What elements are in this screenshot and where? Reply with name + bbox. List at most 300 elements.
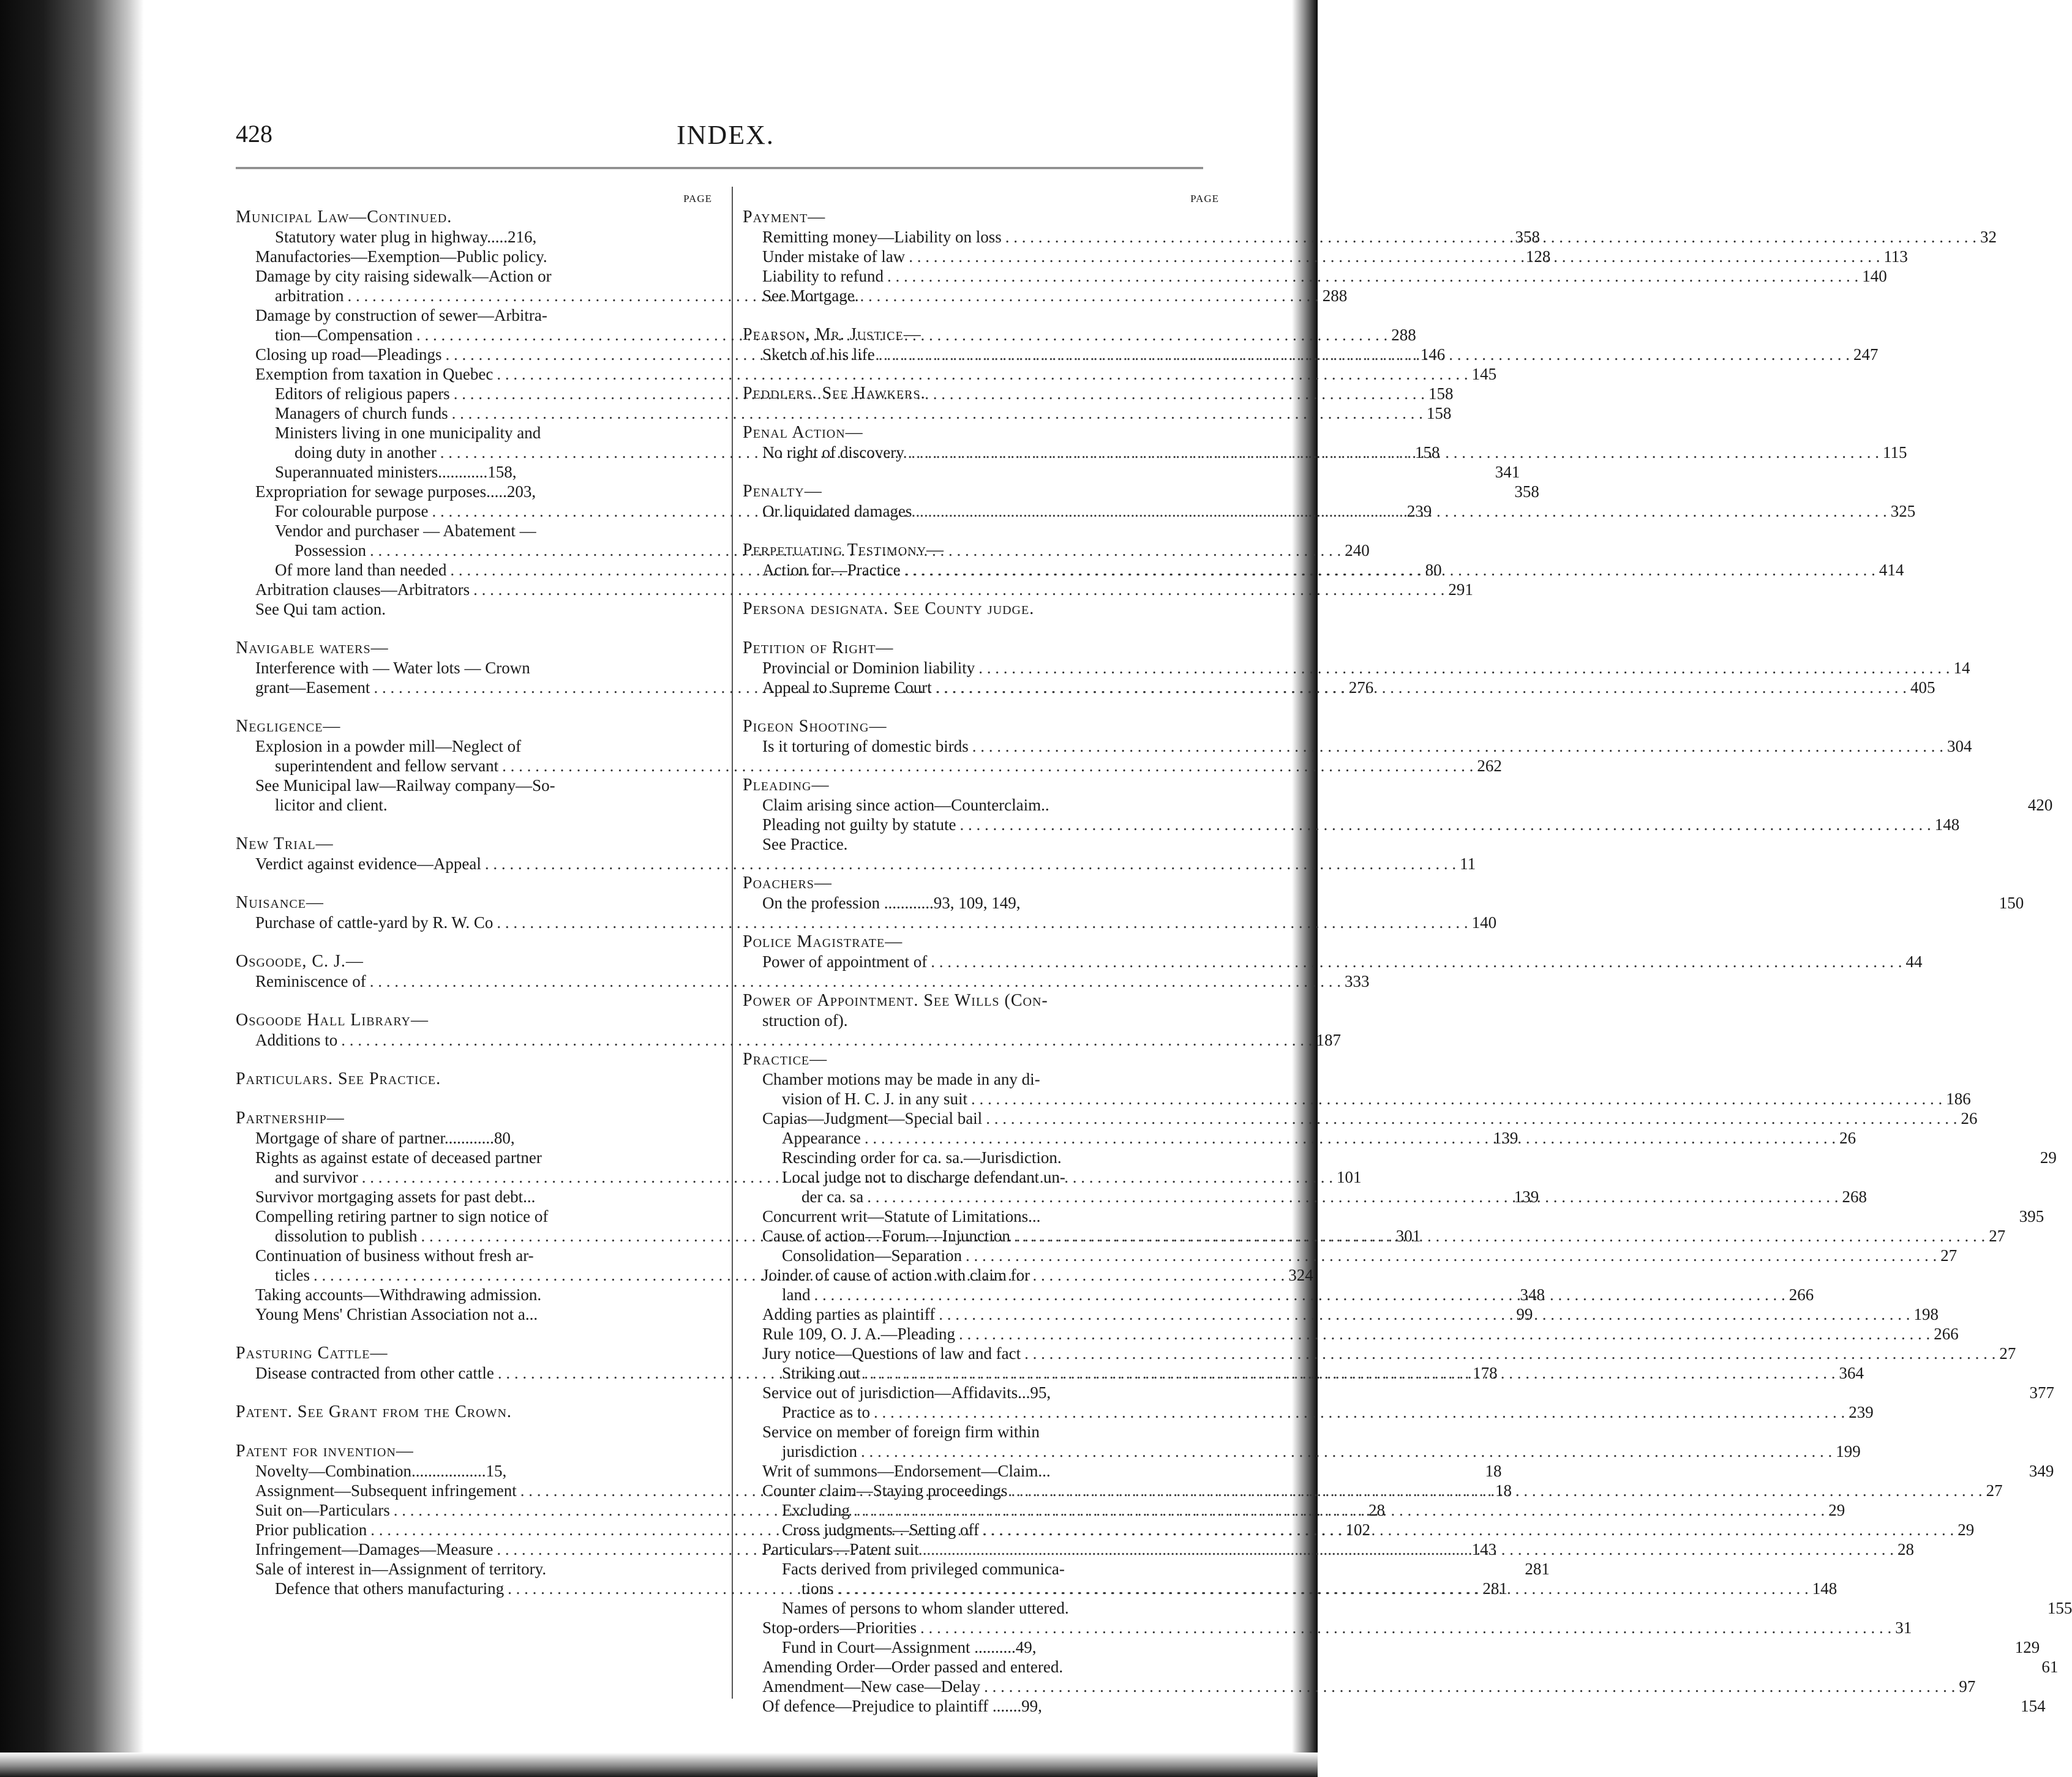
page-reference: 140 (1471, 913, 1497, 932)
index-subentry (743, 1422, 1219, 1442)
page-reference: 148 (1934, 815, 1960, 834)
index-heading: Penal Action— (743, 423, 863, 442)
index-subentry (743, 1148, 2057, 1167)
index-subentry (743, 1265, 1219, 1285)
index-subentry (743, 1011, 1219, 1030)
leader-dots (975, 658, 1953, 678)
leader-dots (870, 1402, 1849, 1422)
index-subentry (236, 1206, 712, 1226)
leader-dots (932, 678, 1910, 697)
page-reference: 29 (1828, 1501, 1845, 1519)
leader-dots (905, 247, 1883, 266)
index-heading: Negligence— (236, 717, 341, 736)
subentry-text: jurisdiction (782, 1442, 857, 1461)
index-subentry (743, 893, 2024, 913)
subentry-text: Striking out (782, 1364, 861, 1382)
page-reference: 199 (1836, 1442, 1861, 1461)
index-heading: Penalty— (743, 482, 822, 501)
index-heading: Osgoode Hall Library— (236, 1011, 429, 1030)
page-reference: 140 (1862, 267, 1887, 285)
index-heading: Patent for invention— (236, 1442, 414, 1461)
subentry-text: Disease contracted from other cattle (255, 1364, 494, 1382)
index-subentry (236, 423, 712, 443)
index-heading: New Trial— (236, 834, 334, 853)
subentry-text: Sale of interest in—Assignment of territory. (255, 1560, 547, 1578)
index-subentry (236, 658, 712, 678)
index-subentry (743, 1089, 1971, 1109)
page-reference: 240 (1345, 541, 1370, 559)
index-entry (743, 932, 1923, 971)
page-reference: 349 (2029, 1462, 2054, 1480)
page-reference: 281 (1482, 1579, 1507, 1598)
index-heading: Pearson, Mr. Justice— (743, 325, 922, 344)
index-subentry (743, 815, 1960, 834)
subentry-text: tions (801, 1579, 834, 1598)
index-subentry (743, 1657, 2059, 1677)
page-reference: 178 (1473, 1364, 1498, 1382)
page-reference: 288 (1391, 326, 1416, 344)
leader-dots (980, 1677, 1959, 1696)
index-subentry (743, 266, 1887, 286)
subentry-text: See Mortgage. (762, 286, 859, 305)
page-reference: 341 (1495, 463, 1520, 481)
index-subentry (236, 403, 1452, 423)
leader-dots (919, 1539, 1897, 1559)
page-reference: 262 (1477, 757, 1502, 775)
leader-dots (1002, 227, 1980, 247)
subentry-text: Under mistake of law (762, 247, 906, 266)
index-subentry (743, 658, 1970, 678)
subentry-text: Appearance (782, 1129, 861, 1147)
leader-dots (912, 501, 1890, 521)
subentry-text: Action for—Practice (762, 561, 901, 579)
index-subentry (236, 1030, 1342, 1050)
leader-dots (875, 345, 1853, 364)
index-subentry (743, 1324, 1959, 1344)
subentry-text: Survivor mortgaging assets for past debt... (255, 1188, 536, 1206)
subentry-text: Explosion in a powder mill—Neglect of (255, 737, 522, 755)
page-reference: 99 (1516, 1305, 1533, 1323)
page-reference: 158 (1414, 443, 1440, 462)
subentry-text: and survivor (275, 1168, 358, 1186)
subentry-text: Assignment—Subsequent infringement (255, 1481, 517, 1500)
subentry-text: Superannuated ministers............158, (275, 463, 517, 481)
index-subentry (743, 1559, 1219, 1579)
page-reference: 115 (1882, 443, 1907, 462)
page-reference: 146 (1420, 345, 1446, 364)
index-subentry (236, 364, 1497, 384)
index-heading: Payment— (743, 208, 826, 226)
index-heading: Perpetuating Testimony— (743, 541, 945, 559)
page-reference: 155 (2047, 1599, 2072, 1617)
index-subentry (236, 756, 1502, 776)
subentry-text: Capias—Judgment—Special bail (762, 1109, 983, 1128)
page-reference: 281 (1525, 1560, 1550, 1578)
page-reference: 405 (1910, 678, 1935, 697)
subentry-text: Chamber motions may be made in any di- (762, 1070, 1040, 1088)
page-reference: 148 (1812, 1579, 1837, 1598)
page-reference: 139 (1514, 1188, 1539, 1206)
subentry-text: Fund in Court—Assignment ..........49, (782, 1638, 1037, 1656)
subentry-text: Editors of religious papers (275, 384, 450, 403)
index-subentry (236, 599, 712, 619)
index-subentry (743, 1677, 1976, 1696)
page-reference: 27 (1940, 1246, 1958, 1265)
subentry-text: On the profession ............93, 109, 149, (762, 894, 1021, 912)
page-reference: 18 (1495, 1481, 1512, 1500)
index-heading: Poachers— (743, 874, 832, 892)
page-reference: 97 (1959, 1677, 1976, 1696)
page-reference: 31 (1895, 1618, 1912, 1637)
subentry-text: der ca. sa (801, 1188, 864, 1206)
subentry-text: Jury notice—Questions of law and fact (762, 1344, 1021, 1363)
index-subentry (236, 736, 712, 756)
page-reference: 333 (1344, 972, 1370, 990)
page-reference: 145 (1471, 365, 1497, 383)
page-reference: 266 (1934, 1325, 1959, 1343)
page-reference: 198 (1913, 1305, 1939, 1323)
page-reference: 143 (1471, 1540, 1497, 1558)
subentry-text: Infringement—Damages—Measure (255, 1540, 494, 1558)
leader-dots (982, 1109, 1961, 1128)
subentry-text: Interference with — Water lots — Crown (255, 659, 530, 677)
page-reference: 158 (1428, 384, 1454, 403)
index-heading: Persona designata. See County judge. (743, 599, 1035, 618)
index-subentry (236, 854, 1476, 874)
leader-dots (904, 443, 1883, 462)
index-entry (236, 1402, 712, 1422)
page-reference: 325 (1890, 502, 1916, 520)
subentry-text: See Qui tam action. (255, 600, 386, 618)
page-reference: 364 (1839, 1364, 1864, 1382)
index-subentry (743, 1344, 2016, 1363)
leader-dots (935, 1304, 1913, 1324)
index-subentry (743, 1637, 2040, 1657)
subentry-text: Consolidation—Separation (782, 1246, 962, 1265)
index-subentry (236, 462, 1520, 482)
page-reference: 239 (1406, 502, 1432, 520)
subentry-text: Statutory water plug in highway.....216, (275, 228, 537, 246)
subentry-text: Closing up road—Pleadings (255, 345, 442, 364)
leader-dots (811, 1285, 1789, 1304)
subentry-text: grant—Easement (255, 678, 370, 697)
subentry-text: Continuation of business without fresh ar- (255, 1246, 534, 1265)
page-number: 428 (236, 120, 272, 148)
page-reference: 288 (1322, 286, 1348, 305)
subentry-text: Appeal to Supreme Court (762, 678, 932, 697)
index-subentry (236, 521, 712, 541)
leader-dots (967, 1089, 1946, 1109)
subentry-text: arbitration (275, 286, 344, 305)
index-subentry (236, 1246, 712, 1265)
subentry-text: Suit on—Particulars (255, 1501, 390, 1519)
subentry-text: Provincial or Dominion liability (762, 659, 975, 677)
subentry-text: Joinder of cause of action with claim for (762, 1266, 1030, 1284)
page-reference: 150 (1999, 894, 2024, 912)
leader-dots (861, 1128, 1839, 1148)
running-head: INDEX. (677, 120, 775, 150)
index-subentry (743, 1598, 2072, 1618)
subentry-text: Service on member of foreign firm within (762, 1423, 1040, 1441)
leader-dots (955, 1324, 1934, 1344)
index-page (236, 119, 2072, 1735)
index-subentry (743, 736, 1972, 756)
page-reference: 266 (1789, 1285, 1814, 1304)
index-subentry (236, 795, 712, 815)
subentry-text: Arbitration clauses—Arbitrators (255, 580, 470, 599)
page-reference: 239 (1849, 1403, 1874, 1421)
subentry-text: Names of persons to whom slander uttered. (782, 1599, 1069, 1617)
subentry-text: Liability to refund (762, 267, 884, 285)
index-entry (743, 776, 2053, 854)
index-heading: Patent. See Grant from the Crown. (236, 1402, 512, 1421)
subentry-text: Taking accounts—Withdrawing admission. (255, 1285, 542, 1304)
page-reference: 324 (1288, 1266, 1313, 1284)
index-subentry (743, 1618, 1912, 1637)
subentry-text: Managers of church funds (275, 404, 448, 422)
subentry-text: Novelty—Combination..................15, (255, 1462, 507, 1480)
subentry-text: Rescinding order for ca. sa.—Jurisdiction. (782, 1148, 1062, 1167)
page-reference: 268 (1842, 1188, 1867, 1206)
index-subentry (743, 1383, 2054, 1402)
index-heading: Navigable waters— (236, 638, 389, 657)
index-heading: Power of Appointment. See Wills (Con- (743, 991, 1048, 1010)
leader-dots (1010, 1226, 1989, 1246)
page-reference: 18 (1485, 1462, 1502, 1480)
subentry-text: ticles (275, 1266, 310, 1284)
index-subentry (236, 776, 712, 795)
page-reference: 154 (2021, 1697, 2046, 1715)
index-heading: Practice— (743, 1050, 828, 1069)
index-subentry (743, 1402, 1874, 1422)
index-subentry (236, 305, 712, 325)
leader-dots (850, 1500, 1828, 1520)
index-heading: Osgoode, C. J.— (236, 952, 364, 971)
index-subentry (236, 971, 1370, 991)
page-reference: 291 (1448, 580, 1473, 599)
subentry-text: Cause of action—Forum—Injunction (762, 1227, 1010, 1245)
subentry-text: For colourable purpose (275, 502, 429, 520)
page-reference: 358 (1514, 482, 1539, 501)
subentry-text: Amending Order—Order passed and entered. (762, 1658, 1064, 1676)
index-entry (743, 384, 1219, 403)
index-heading: Peddlers. See Hawkers. (743, 384, 926, 403)
page-reference: 139 (1493, 1129, 1518, 1147)
subentry-text: Pleading not guilty by statute (762, 815, 956, 834)
page-reference: 276 (1348, 678, 1374, 697)
leader-dots (956, 815, 1934, 834)
page-reference: 377 (2029, 1383, 2054, 1402)
page-reference: 301 (1395, 1227, 1421, 1245)
page-reference: 187 (1316, 1031, 1342, 1049)
page-reference: 29 (2040, 1148, 2057, 1167)
leader-dots (860, 1363, 1839, 1383)
subentry-text: Young Mens' Christian Association not a... (255, 1305, 538, 1323)
subentry-text: Stop-orders—Priorities (762, 1618, 917, 1637)
index-subentry (743, 1206, 2044, 1226)
index-entry (236, 1069, 712, 1089)
index-heading: Nuisance— (236, 893, 324, 912)
index-subentry (743, 1167, 1219, 1187)
index-subentry (743, 1109, 1978, 1128)
subentry-text: Ministers living in one municipality and (275, 424, 541, 442)
page-reference: 128 (1525, 247, 1551, 266)
subentry-text: Is it torturing of domestic birds (762, 737, 969, 755)
leader-dots (1007, 1481, 1986, 1500)
index-subentry (743, 1442, 1861, 1461)
subentry-text: Rule 109, O. J. A.—Pleading (762, 1325, 955, 1343)
page-reference: 420 (2027, 796, 2053, 814)
subentry-text: Excluding (782, 1501, 850, 1519)
subentry-text: Vendor and purchaser — Abatement — (275, 522, 536, 540)
index-subentry (743, 1246, 1958, 1265)
subentry-text: Practice as to (782, 1403, 870, 1421)
subentry-text: Remitting money—Liability on loss (762, 228, 1002, 246)
subentry-text: Compelling retiring partner to sign notice of (255, 1207, 549, 1225)
subentry-text: Reminiscence of (255, 972, 366, 990)
subentry-text: Cross judgments—Setting off (782, 1521, 980, 1539)
index-entry (743, 874, 2024, 913)
index-heading: Partnership— (236, 1109, 345, 1128)
subentry-text: land (782, 1285, 811, 1304)
page-reference: 102 (1345, 1521, 1370, 1539)
page-reference: 44 (1905, 952, 1923, 971)
index-subentry (236, 913, 1497, 932)
leader-dots (927, 952, 1905, 971)
index-subentry (743, 1696, 2046, 1716)
index-subentry (743, 795, 2053, 815)
subentry-text: Damage by construction of sewer—Arbitra- (255, 306, 547, 324)
page-reference: 158 (1426, 404, 1452, 422)
page-reference: 80 (1425, 561, 1442, 579)
leader-dots (1021, 1344, 1999, 1363)
subentry-text: See Municipal law—Railway company—So- (255, 776, 555, 795)
subentry-text: Facts derived from privileged communica- (782, 1560, 1065, 1578)
subentry-text: Counter claim—Staying proceedings (762, 1481, 1008, 1500)
subentry-text: See Practice. (762, 835, 848, 853)
page-reference: 29 (1958, 1521, 1975, 1539)
subentry-text: Amendment—New case—Delay (762, 1677, 981, 1696)
index-heading: Pigeon Shooting— (743, 717, 887, 736)
subentry-text: Prior publication (255, 1521, 367, 1539)
subentry-text: Writ of summons—Endorsement—Claim... (762, 1462, 1051, 1480)
index-heading: Pleading— (743, 776, 830, 795)
index-heading: Petition of Right— (743, 638, 894, 657)
page-column-label: PAGE (683, 193, 712, 204)
subentry-text: Concurrent writ—Statute of Limitations... (762, 1207, 1041, 1225)
leader-dots (969, 736, 1947, 756)
index-entry (743, 717, 1972, 756)
index-subentry (236, 266, 712, 286)
subentry-text: struction of). (762, 1011, 848, 1030)
index-subentry (236, 1148, 712, 1167)
scan-binding-edge (0, 0, 144, 1777)
subentry-text: Sketch of his life (762, 345, 875, 364)
page-reference: 304 (1946, 737, 1972, 755)
subentry-text: Power of appointment of (762, 952, 928, 971)
subentry-text: Verdict against evidence—Appeal (255, 855, 481, 873)
page-reference: 28 (1368, 1501, 1385, 1519)
page-reference: 61 (2041, 1658, 2059, 1676)
leader-dots (863, 1187, 1842, 1206)
subentry-text: licitor and client. (275, 796, 388, 814)
subentry-text: Possession (295, 541, 367, 559)
index-subentry (743, 834, 1219, 854)
subentry-text: Local judge not to discharge defendant un- (782, 1168, 1065, 1186)
header-rule (236, 167, 1203, 169)
page-reference: 27 (1986, 1481, 2003, 1500)
page-reference: 358 (1515, 228, 1540, 246)
leader-dots (901, 560, 1879, 580)
subentry-text: Damage by city raising sidewalk—Action or (255, 267, 552, 285)
page-reference: 186 (1946, 1090, 1971, 1108)
subentry-text: Manufactories—Exemption—Public policy. (255, 247, 547, 266)
page-reference: 395 (2019, 1207, 2044, 1225)
leader-dots (917, 1618, 1895, 1637)
index-subentry (743, 1069, 1219, 1089)
subentry-text: Defence that others manufacturing (275, 1579, 505, 1598)
subentry-text: Of more land than needed (275, 561, 447, 579)
page-column-label: PAGE (1190, 193, 1219, 204)
subentry-text: Expropriation for sewage purposes.....203, (255, 482, 536, 501)
page-reference: 28 (1897, 1540, 1914, 1558)
page-reference: 348 (1520, 1285, 1545, 1304)
page-reference: 101 (1336, 1168, 1362, 1186)
index-heading: Police Magistrate— (743, 932, 903, 951)
subentry-text: Additions to (255, 1031, 338, 1049)
subentry-text: vision of H. C. J. in any suit (782, 1090, 968, 1108)
page-reference: 247 (1853, 345, 1879, 364)
scan-bottom-edge (0, 1753, 1318, 1777)
leader-dots (857, 1442, 1836, 1461)
index-subentry (743, 952, 1923, 971)
subentry-text: Adding parties as plaintiff (762, 1305, 936, 1323)
page-reference: 27 (1989, 1227, 2006, 1245)
subentry-text: doing duty in another (295, 443, 437, 462)
leader-dots (962, 1246, 1940, 1265)
page-reference: 11 (1460, 855, 1476, 873)
subentry-text: Particulars—Patent suit (762, 1540, 919, 1558)
subentry-text: Or liquidated damages (762, 502, 912, 520)
subentry-text: dissolution to publish (275, 1227, 418, 1245)
page-reference: 26 (1839, 1129, 1856, 1147)
page-reference: 414 (1879, 561, 1904, 579)
page-reference: 113 (1883, 247, 1908, 266)
subentry-text: Exemption from taxation in Quebec (255, 365, 494, 383)
index-heading: Municipal Law—Continued. (236, 208, 452, 226)
subentry-text: Purchase of cattle-yard by R. W. Co (255, 913, 494, 932)
index-entry (743, 599, 1219, 619)
index-entry (743, 991, 1219, 1030)
index-subentry (236, 580, 1473, 599)
subentry-text: No right of discovery (762, 443, 904, 462)
page-reference: 129 (2014, 1638, 2040, 1656)
subentry-text: tion—Compensation (275, 326, 413, 344)
leader-dots (979, 1520, 1958, 1539)
page-reference: 26 (1961, 1109, 1978, 1128)
index-heading: Pasturing Cattle— (236, 1344, 388, 1363)
subentry-text: superintendent and fellow servant (275, 757, 499, 775)
leader-dots (884, 266, 1862, 286)
page-reference: 32 (1980, 228, 1997, 246)
subentry-text: Claim arising since action—Counterclaim.. (762, 796, 1049, 814)
index-subentry (743, 286, 1219, 305)
subentry-text: Mortgage of share of partner............80, (255, 1129, 515, 1147)
index-heading: Particulars. See Practice. (236, 1069, 441, 1088)
page-reference: 27 (1999, 1344, 2016, 1363)
subentry-text: Service out of jurisdiction—Affidavits...95, (762, 1383, 1051, 1402)
leader-dots (834, 1579, 1812, 1598)
